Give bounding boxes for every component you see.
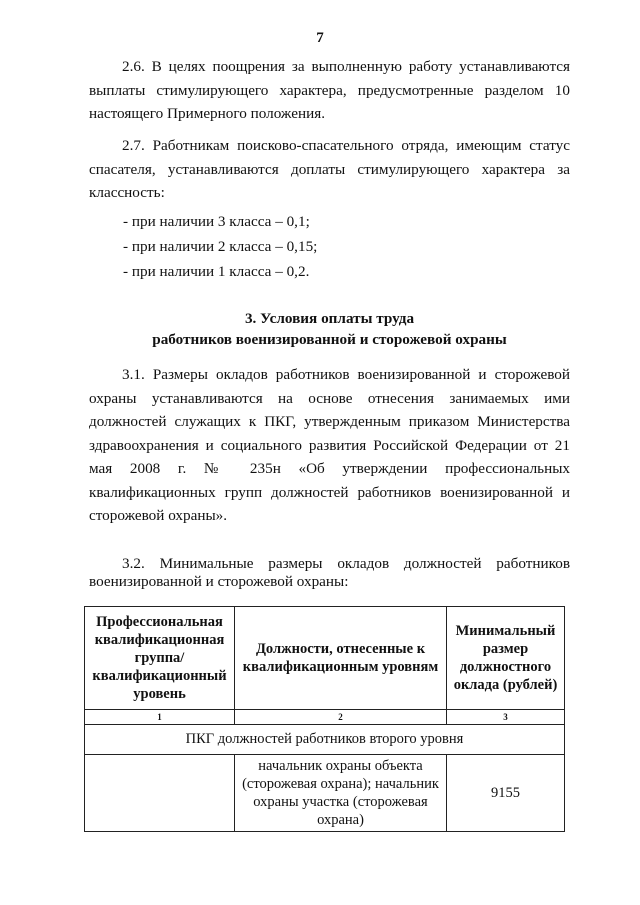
column-number-3: 3: [447, 710, 565, 725]
bullet-class-1: - при наличии 1 класса – 0,2.: [123, 263, 310, 280]
paragraph-3-1: 3.1. Размеры окладов работников военизированной и сторожевой охраны устанавливаются на основе отнесения занимаемых ими должностей служащих к ПКГ, утвержденным приказом Министерства здравоохранения и социального развития Российской Федерации от 21 мая 2008 г. № 235н «Об утверждении профессиональных квалификационных групп должностей работников военизированной и сторожевой охраны».: [89, 366, 570, 524]
page-number: 7: [316, 30, 324, 46]
header-positions: Должности, отнесенные к квалификационным уровням: [235, 607, 447, 710]
table-row: [85, 755, 565, 832]
column-number-2: 2: [235, 710, 447, 725]
paragraph-2-7: 2.7. Работникам поисково-спасательного отряда, имеющим статус спасателя, устанавливаются доплаты стимулирующего характера за классность:: [89, 137, 570, 201]
cell-salary: 9155: [447, 755, 565, 832]
group-row-label: ПКГ должностей работников второго уровня: [85, 725, 565, 755]
section-heading-line1: 3. Условия оплаты труда: [244, 310, 415, 327]
header-qualification-group: Профессиональная квалификационная группа/ квалификационный уровень: [85, 607, 235, 710]
section-heading: [89, 308, 570, 350]
paragraph-3-2: 3.2. Минимальные размеры окладов должностей работников военизированной и сторожевой охраны:: [89, 555, 570, 590]
cell-positions: начальник охраны объекта (сторожевая охрана); начальник охраны участка (сторожевая охрана): [235, 755, 447, 832]
header-min-salary: Минимальный размер должностного оклада (рублей): [447, 607, 565, 710]
group-row: [85, 725, 565, 755]
column-number-row: [85, 710, 565, 725]
salary-table: [84, 606, 565, 832]
bullet-class-3: - при наличии 3 класса – 0,1;: [123, 213, 310, 230]
section-heading-line2: работников военизированной и сторожевой охраны: [152, 331, 507, 348]
bullet-class-2: - при наличии 2 класса – 0,15;: [123, 238, 318, 255]
column-number-1: 1: [85, 710, 235, 725]
table-header-row: [85, 607, 565, 710]
paragraph-2-6: 2.6. В целях поощрения за выполненную работу устанавливаются выплаты стимулирующего характера, предусмотренные разделом 10 настоящего Примерного положения.: [89, 58, 570, 122]
cell-level: [85, 755, 235, 832]
